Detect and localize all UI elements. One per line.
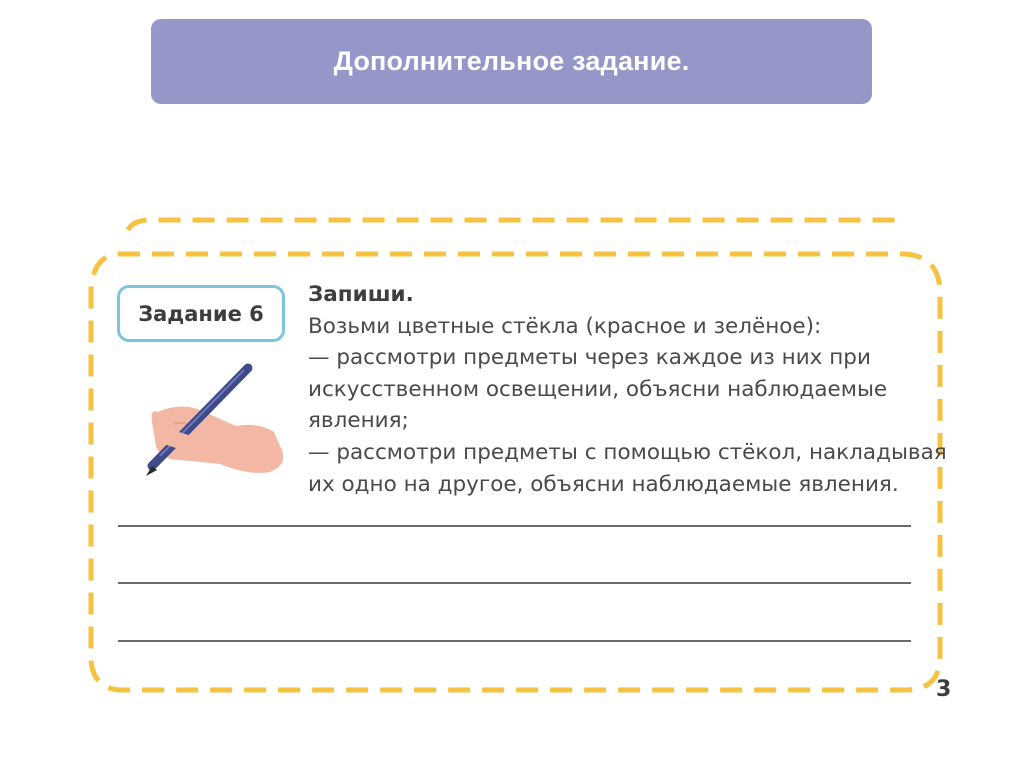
task-line: — рассмотри предметы через каждое из них при <box>308 345 871 371</box>
task-line: явления; <box>308 408 409 434</box>
task-line: Возьми цветные стёкла (красное и зелёное): <box>308 313 822 339</box>
answer-line <box>118 582 911 584</box>
task-text <box>308 279 947 500</box>
slide-title: Дополнительное задание. <box>333 46 690 76</box>
answer-line <box>118 640 911 642</box>
task-line: искусственном освещении, объясни наблюдаемые <box>308 376 888 402</box>
task-number-label: Задание 6 <box>138 301 264 326</box>
task-number-badge <box>117 285 285 342</box>
page-number: 3 <box>936 677 952 702</box>
task-heading: Запиши. <box>308 282 414 307</box>
task-line: их одно на другое, объясни наблюдаемые явления. <box>308 471 899 497</box>
answer-line <box>118 525 911 527</box>
hand-writing-pen-icon <box>140 360 290 480</box>
task-line: — рассмотри предметы с помощью стёкол, накладывая <box>308 439 947 465</box>
